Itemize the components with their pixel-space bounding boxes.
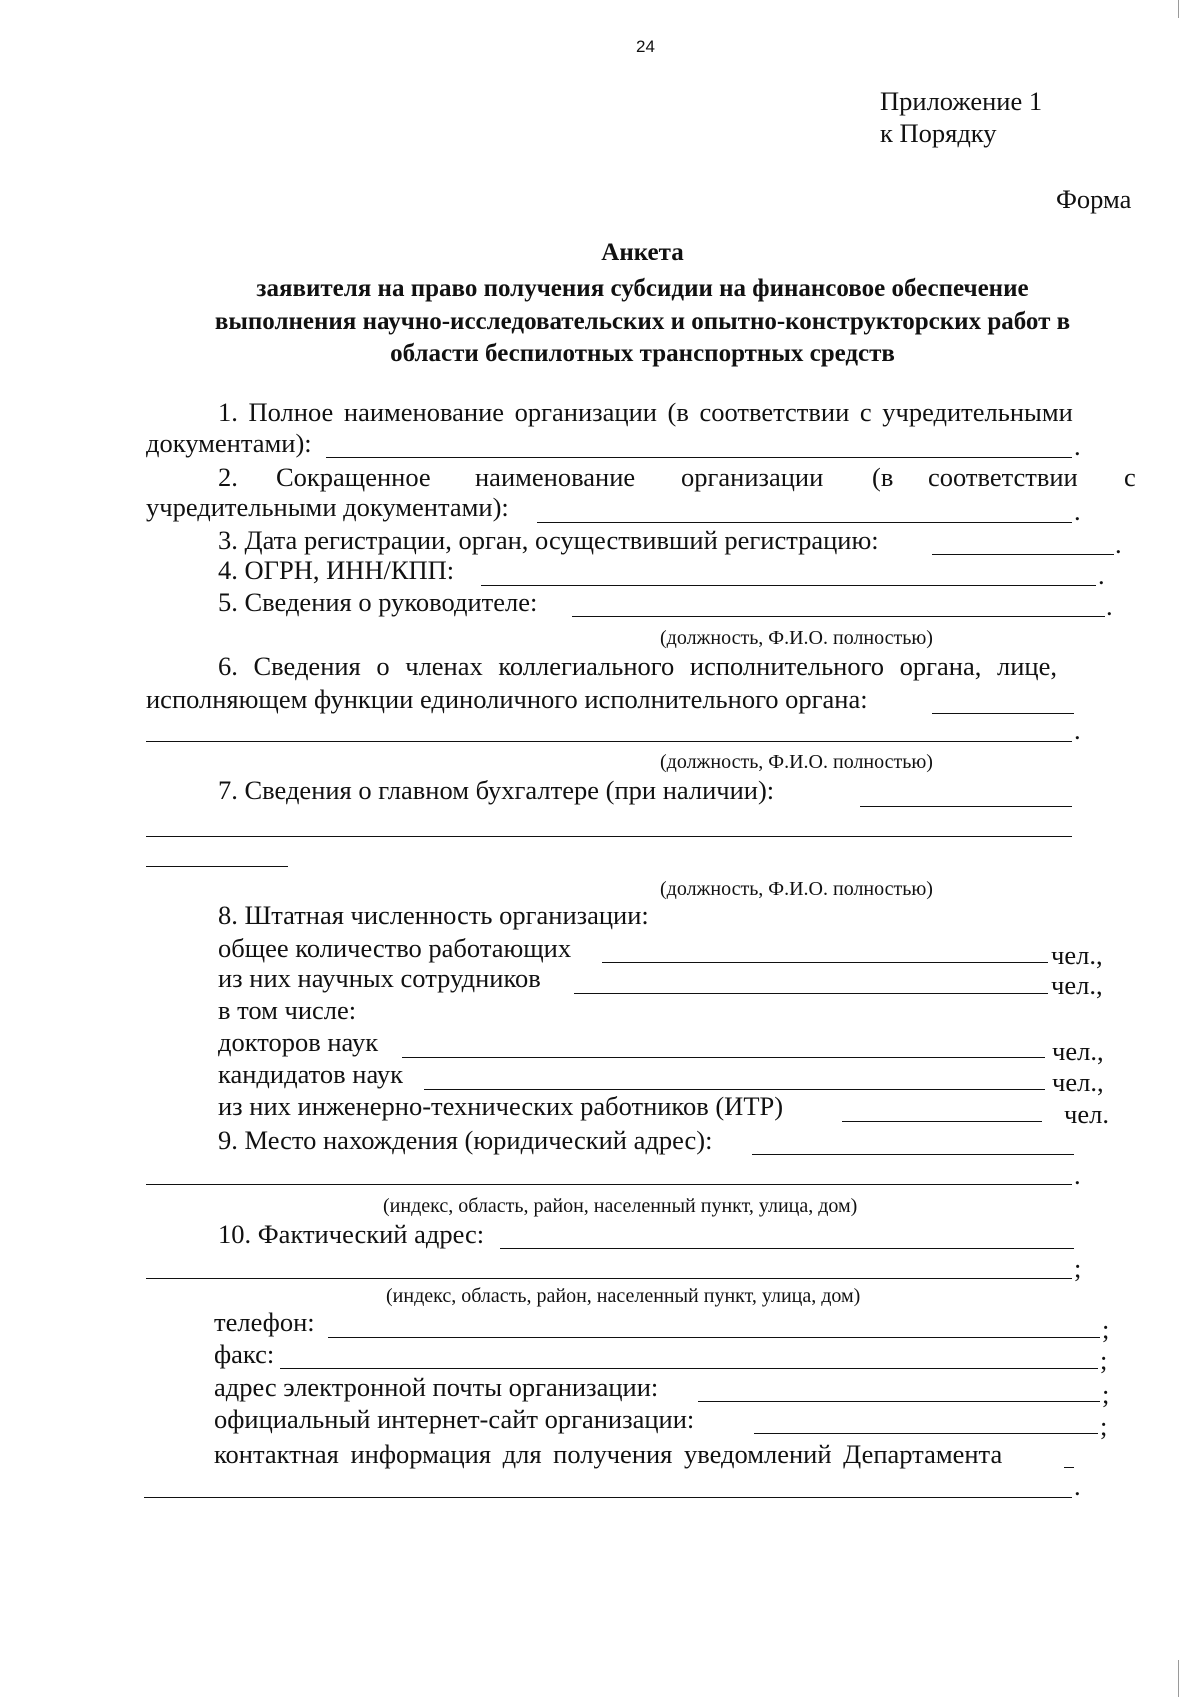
field-caption: (индекс, область, район, населенный пункт, улица, дом) [386,1285,861,1307]
unit-label: чел., [1052,1067,1104,1097]
staff-total-field[interactable] [602,962,1048,963]
appendix-reference: к Порядку [880,118,997,148]
punctuation: . [1115,529,1122,559]
form-subtitle-line: заявителя на право получения субсидии на финансовое обеспечение [256,275,1029,302]
email-label: адрес электронной почты организации: [214,1372,659,1402]
full-name-field[interactable] [326,457,1072,458]
form-title: Анкета [601,239,684,266]
punctuation: . [1074,496,1081,526]
form-label: Форма [1056,184,1132,214]
item-1-label: 1. Полное наименование организации (в соответствии с учредительными [218,397,1073,427]
unit-label: чел., [1051,970,1103,1000]
scan-edge-mark [1178,0,1179,18]
form-subtitle-line: выполнения научно-исследовательских и опытно-конструкторских работ в [214,308,1071,335]
fax-field[interactable] [280,1368,1098,1369]
punctuation: ; [1100,1411,1108,1441]
item-2-label: 2. [218,462,238,492]
unit-label: чел. [1064,1099,1109,1129]
item-2-label: (в [872,462,894,492]
actual-address-field-cont[interactable] [146,1278,1072,1279]
contact-info-field[interactable] [1064,1467,1074,1468]
engineers-field[interactable] [842,1121,1042,1122]
punctuation: ; [1074,1253,1082,1283]
ogrn-inn-field[interactable] [481,585,1096,586]
website-label: официальный интернет-сайт организации: [214,1404,695,1434]
item-7-label: 7. Сведения о главном бухгалтере (при наличии): [218,775,775,805]
item-2-label: Сокращенное [276,462,431,492]
field-caption: (должность, Ф.И.О. полностью) [660,751,933,773]
item-1-label-cont: документами): [146,428,312,458]
collegial-body-field-cont[interactable] [146,741,1072,742]
item-3-label: 3. Дата регистрации, орган, осуществивший регистрацию: [218,525,879,555]
unit-label: чел., [1052,1036,1104,1066]
chief-accountant-field[interactable] [860,806,1072,807]
punctuation: . [1074,431,1081,461]
unit-label: чел., [1051,940,1103,970]
registration-field[interactable] [932,554,1114,555]
item-2-label: наименование [475,462,636,492]
legal-address-field[interactable] [752,1154,1074,1155]
collegial-body-field[interactable] [932,713,1074,714]
form-subtitle-line: области беспилотных транспортных средств [390,340,895,367]
website-field[interactable] [754,1433,1098,1434]
scientists-label: из них научных сотрудников [218,963,541,993]
item-2-label: организации [681,462,824,492]
including-label: в том числе: [218,995,357,1025]
item-2-label: с [1124,462,1136,492]
legal-address-field-cont[interactable] [146,1184,1072,1185]
staff-total-label: общее количество работающих [218,933,572,963]
punctuation: . [1098,560,1105,590]
punctuation: . [1074,1160,1081,1190]
email-field[interactable] [698,1401,1100,1402]
field-caption: (должность, Ф.И.О. полностью) [660,878,933,900]
field-caption: (должность, Ф.И.О. полностью) [660,627,933,649]
item-10-label: 10. Фактический адрес: [218,1219,485,1249]
director-field[interactable] [572,616,1105,617]
scientists-field[interactable] [574,993,1048,994]
short-name-field[interactable] [537,522,1072,523]
item-4-label: 4. ОГРН, ИНН/КПП: [218,555,455,585]
chief-accountant-field-cont[interactable] [146,866,288,867]
field-caption: (индекс, область, район, населенный пункт, улица, дом) [383,1195,858,1217]
item-6-label-cont: исполняющем функции единоличного исполнительного органа: [146,684,868,714]
item-2-label-cont: учредительными документами): [146,492,509,522]
punctuation: . [1074,715,1081,745]
candidates-label: кандидатов наук [218,1059,403,1089]
punctuation: . [1074,1471,1081,1501]
item-5-label: 5. Сведения о руководителе: [218,587,538,617]
engineers-label: из них инженерно-технических работников (ИТР) [218,1091,784,1121]
item-2-label: соответствии [928,462,1078,492]
doctors-field[interactable] [402,1057,1045,1058]
punctuation: ; [1102,1314,1110,1344]
phone-field[interactable] [328,1337,1100,1338]
punctuation: ; [1100,1345,1108,1375]
page-number: 24 [636,37,655,56]
candidates-field[interactable] [424,1089,1045,1090]
appendix-label: Приложение 1 [880,86,1043,116]
phone-label: телефон: [214,1307,315,1337]
item-6-label: 6. Сведения о членах коллегиального исполнительного органа, лице, [218,651,1057,681]
item-8-label: 8. Штатная численность организации: [218,900,649,930]
contact-info-label: контактная информация для получения уведомлений Департамента [214,1439,1003,1469]
scan-edge-mark [1178,1660,1179,1697]
punctuation: ; [1102,1379,1110,1409]
chief-accountant-field-cont[interactable] [146,836,1072,837]
actual-address-field[interactable] [500,1248,1074,1249]
doctors-label: докторов наук [218,1027,379,1057]
fax-label: факс: [214,1339,275,1369]
punctuation: . [1106,591,1113,621]
contact-info-field-cont[interactable] [144,1497,1072,1498]
item-9-label: 9. Место нахождения (юридический адрес): [218,1125,713,1155]
